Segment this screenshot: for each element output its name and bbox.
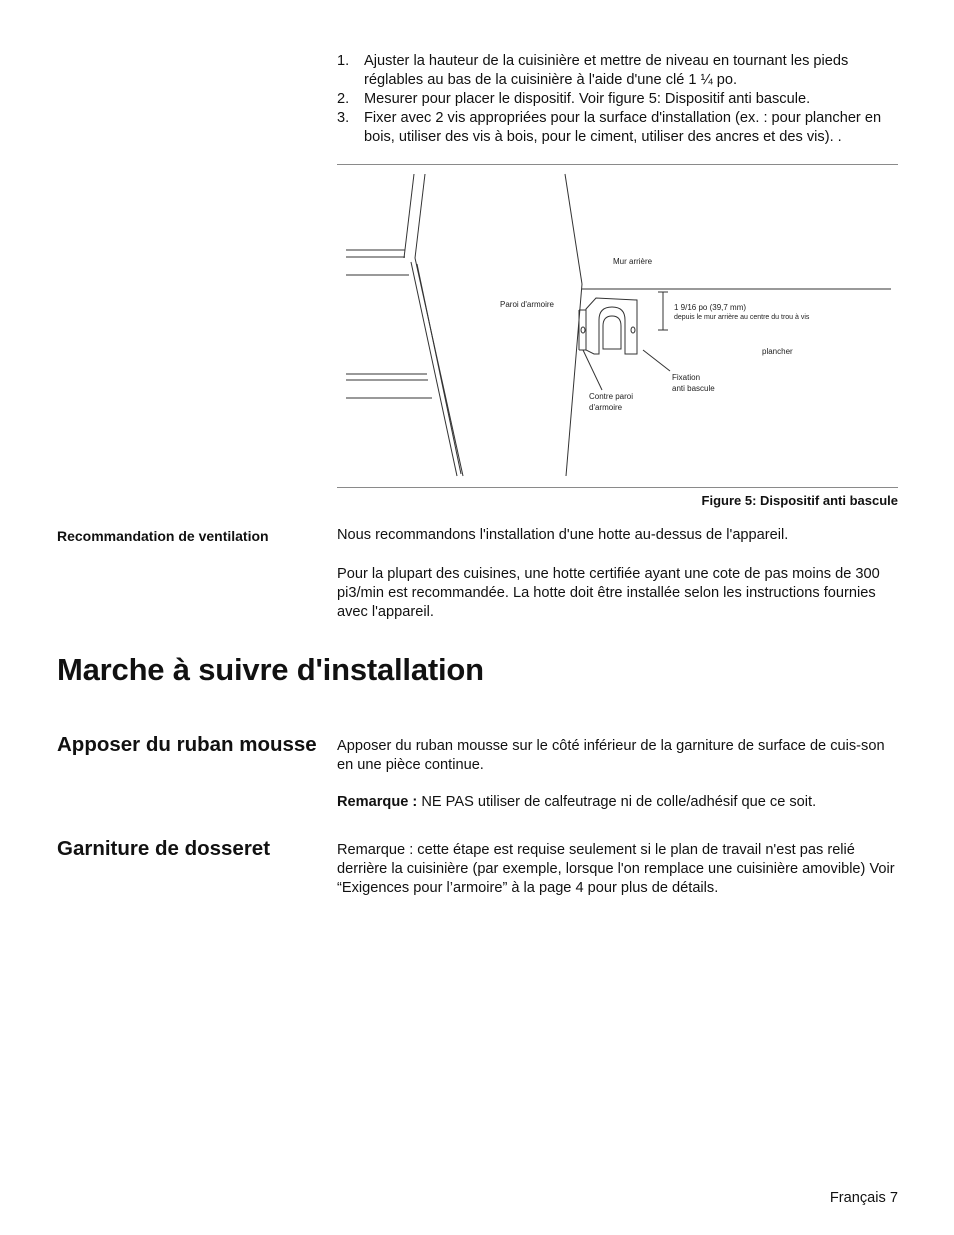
screw-hole (631, 327, 635, 333)
cabinet-wall-label: Paroi d'armoire (500, 300, 554, 309)
foam-note (337, 793, 902, 812)
step-text: Fixer avec 2 vis appropriées pour la surface d'installation (ex. : pour plancher en bois, utiliser des vis à bois, pour le ciment, utiliser des ancres et des vis). . (364, 110, 882, 145)
against-wall-label: Contre paroi (589, 392, 634, 401)
range-edge-line (404, 174, 414, 258)
installation-steps (337, 52, 902, 147)
page-title: Marche à suivre d'installation (57, 652, 484, 687)
note-text: NE PAS utiliser de calfeutrage ni de colle/adhésif que ce soit. (417, 794, 817, 810)
figure-bottom-rule (337, 487, 898, 488)
anti-tip-diagram (337, 164, 898, 488)
note-label: Remarque : (337, 794, 418, 810)
bracket-slot (603, 316, 621, 349)
cabinet-wall-line (566, 284, 582, 476)
step-number: 1. (337, 53, 350, 69)
step-text: Ajuster la hauteur de la cuisinière et mettre de niveau en tournant les pieds réglables au bas de la cuisinière à l'aide d'une clé 1 ¼ po. (364, 53, 849, 88)
step-item (337, 90, 902, 109)
figure-caption: Figure 5: Dispositif anti bascule (701, 493, 898, 508)
ventilation-paragraph: Pour la plupart des cuisines, une hotte certifiée ayant une cote de pas moins de 300 pi3/min est recommandée. La hotte doit être installée selon les instructions fournies avec l'appareil. (337, 566, 880, 620)
foam-paragraph: Apposer du ruban mousse sur le côté inférieur de la garniture de surface de cuis-son en une pièce continue. (337, 738, 885, 773)
against-wall-label: d'armoire (589, 403, 623, 412)
step-item (337, 52, 902, 90)
bracket-outline (586, 298, 637, 354)
bracket-label: Fixation (672, 373, 701, 382)
floor-label: plancher (762, 347, 793, 356)
step-number: 3. (337, 110, 350, 126)
backsplash-heading: Garniture de dosseret (57, 837, 271, 860)
range-edge-line (411, 262, 457, 476)
screw-hole (581, 327, 585, 333)
ventilation-label: Recommandation de ventilation (57, 528, 269, 544)
step-text: Mesurer pour placer le dispositif. Voir figure 5: Dispositif anti bascule. (364, 91, 811, 107)
dimension-label: 1 9/16 po (39,7 mm) (674, 303, 747, 312)
step-item (337, 109, 902, 147)
step-number: 2. (337, 91, 350, 107)
anti-tip-figure (337, 164, 898, 488)
cabinet-wall-line (565, 174, 582, 284)
leader-line (643, 350, 670, 371)
leader-line (583, 350, 602, 390)
range-edge-line (415, 174, 425, 258)
ventilation-paragraph: Nous recommandons l'installation d'une hotte au-dessus de l'appareil. (337, 527, 789, 543)
bracket-label: anti bascule (672, 384, 715, 393)
page-footer: Français 7 (829, 1190, 898, 1206)
backsplash-paragraph: Remarque : cette étape est requise seulement si le plan de travail n'est pas relié derrière la cuisinière (par exemple, lorsque l'on remplace une cuisinière amovible) Voir “Exigences pour l’armoire” à la page 4 pour plus de détails. (337, 842, 895, 896)
dimension-label: depuis le mur arrière au centre du trou à vis (674, 314, 810, 321)
foam-heading: Apposer du ruban mousse (57, 733, 317, 756)
range-edge-line (417, 264, 461, 474)
rear-wall-label: Mur arrière (613, 257, 653, 266)
